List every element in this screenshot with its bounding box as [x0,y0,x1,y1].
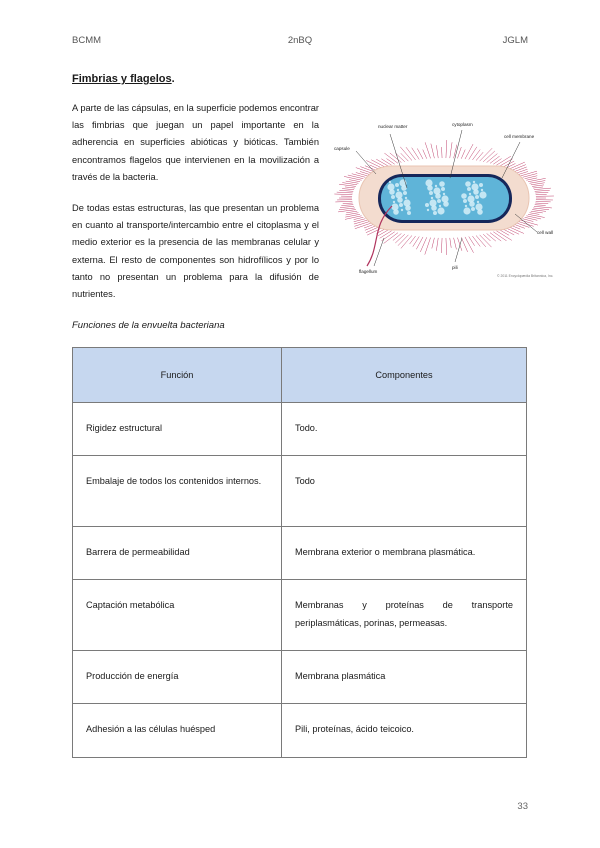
pilus [354,222,369,227]
nucleoid-fragment [467,187,471,191]
nucleoid-fragment [443,193,445,195]
pilus [533,208,549,210]
pilus [487,233,496,241]
pilus [334,194,352,195]
pilus [390,153,402,163]
pilus [528,214,545,217]
pilus [534,188,551,190]
nucleoid-fragment [393,201,395,203]
pilus [343,203,353,204]
pilus [352,174,366,178]
pilus [457,238,462,251]
pilus [344,176,362,180]
figure-credit: © 2011 Encyclopædia Britannica, Inc. [497,274,554,278]
page-number: 33 [517,801,528,812]
pilus [436,145,438,158]
nucleoid-fragment [477,201,479,203]
label-flagellum: flagellum [359,269,378,274]
header-componentes: Componentes [282,348,527,403]
nucleoid-fragment [431,197,433,199]
pilus [339,208,355,210]
cell-componentes: Membrana plasmática [282,651,527,704]
pilus [536,201,551,202]
pilus [465,144,473,159]
nucleoid-fragment [427,185,433,191]
label-capsule: capsule [334,146,350,151]
page-header [72,35,528,49]
pilus [346,211,357,213]
pilus [528,178,546,181]
nucleoid-fragment [439,181,445,187]
nucleoid-fragment [479,191,486,198]
nucleoid-fragment [407,211,411,215]
nucleoid-fragment [397,189,399,191]
pilus [349,180,360,182]
cell-componentes: Membrana exterior o membrana plasmática. [282,527,527,580]
pilus [532,210,546,212]
functions-table [72,347,527,758]
header-left: BCMM [72,35,102,46]
pilus [465,237,474,253]
pilus [483,151,495,162]
pilus [339,184,356,186]
bacterium-figure [332,116,560,280]
pilus [516,223,529,228]
pilus [342,183,357,185]
label-nuclear-matter: nuclear matter [378,124,408,129]
pilus [354,220,367,224]
section-title-period: . [171,73,175,85]
nucleoid-fragment [465,205,467,207]
pilus [406,147,416,160]
header-right: JGLM [502,35,528,46]
section-title [72,73,175,85]
cell-componentes: Pili, proteínas, ácido teicoico. [282,704,527,758]
table-row [73,527,527,580]
pilus [395,153,405,162]
pilus [450,238,451,248]
pilus [423,150,427,159]
pilus [337,192,353,193]
nucleoid-fragment [461,193,467,199]
pilus [516,169,527,173]
nucleoid-fragment [471,207,475,211]
pilus [442,147,443,158]
table-row [73,651,527,704]
pilus [436,238,438,251]
pilus [490,156,500,163]
nucleoid-fragment [405,205,411,211]
table-row [73,580,527,651]
cell-funcion: Embalaje de todos los contenidos internos. [73,456,282,527]
nucleoid-fragment [401,209,403,211]
nucleoid-fragment [463,199,467,203]
pilus [420,237,426,252]
pilus [348,175,364,179]
pilus [401,153,409,161]
nucleoid-fragment [405,197,407,199]
pilus [346,181,359,183]
nucleoid-fragment [431,205,437,211]
nucleoid-fragment [473,189,479,195]
pilus [354,217,364,219]
cell-funcion: Barrera de permeabilidad [73,527,282,580]
nucleoid-fragment [427,209,429,211]
label-cell-membrane: cell membrane [504,134,535,139]
nucleoid-fragment [435,185,437,187]
cell-funcion: Rigidez estructural [73,403,282,456]
pilus [345,187,355,188]
nucleoid-fragment [465,181,471,187]
nucleoid-fragment [391,195,395,199]
pilus [469,147,477,160]
pilus [500,159,513,166]
pilus [530,213,540,215]
table-caption: Funciones de la envuelta bacteriana [72,320,225,331]
pilus [376,159,388,166]
pilus [386,159,394,165]
nucleoid-fragment [389,189,395,195]
table-row [73,704,527,758]
pilus [534,206,552,208]
pilus [503,229,515,235]
nucleoid-fragment [441,187,445,191]
cell-componentes: Todo. [282,403,527,456]
nucleoid-fragment [437,199,441,203]
pilus [493,159,501,165]
pilus [446,140,447,158]
pilus [535,205,546,206]
pilus [450,142,452,158]
pilus [416,237,423,249]
nucleoid-fragment [439,205,441,207]
nucleoid-fragment [473,181,475,183]
nucleoid-fragment [393,209,399,215]
nucleoid-fragment [401,185,407,191]
nucleoid-fragment [397,197,403,203]
pilus [431,144,435,159]
pilus [454,238,457,250]
label-cell-wall: cell wall [537,230,554,235]
paragraph-estructuras: De todas estas estructuras, las que presentan un problema en cuanto al transporte/intercambio entre el citoplasma y el medio exterior es la presencia de las membranas celular y externa. El resto de componentes son hidrofílicos y por lo tanto no presentan un problema para la difusión de nutrientes. [72,203,319,300]
pilus [535,203,548,204]
pilus [472,150,480,160]
pilus [378,230,388,236]
pilus [398,235,408,246]
pilus [360,167,374,172]
cell-componentes: Membranas y proteínas de transporte periplasmáticas, porinas, permeasas. [282,580,527,651]
pilus [476,235,486,246]
nucleoid-fragment [433,211,437,215]
label-cytoplasm: cytoplasm [452,122,473,127]
nucleoid-fragment [477,209,483,215]
nucleoid-fragment [475,195,479,199]
pilus [500,230,510,235]
pilus [432,238,435,249]
nucleoid-fragment [469,193,471,195]
pilus [461,237,467,252]
pilus [340,206,354,207]
cell-componentes: Todo [282,456,527,527]
pilus [487,154,498,163]
pilus [335,201,352,202]
nucleoid-fragment [437,207,444,214]
pilus [341,205,353,206]
pilus [521,171,537,176]
pilus [441,238,442,253]
nucleoid-fragment [443,201,449,207]
pilus [345,216,362,220]
label-pili: pili [452,265,458,270]
nucleoid-fragment [481,189,483,191]
table-row [73,403,527,456]
nucleoid-fragment [479,183,483,187]
table-header-row [73,348,527,403]
pilus [461,150,465,159]
pilus [526,178,537,180]
pilus [511,165,526,171]
header-center: 2nBQ [287,35,313,46]
table-row [73,456,527,527]
cell-funcion: Captación metabólica [73,580,282,651]
pilus [531,211,543,213]
nucleoid-fragment [403,191,407,195]
pilus [425,142,430,158]
cell-funcion: Adhesión a las células huésped [73,704,282,758]
pilus [395,234,405,243]
pilus [457,147,461,158]
pilus [531,183,545,185]
pilus [490,233,501,241]
nucleoid-fragment [435,193,441,199]
nucleoid-fragment [469,201,475,207]
pilus [472,236,480,246]
bacterium-illustration [332,116,560,280]
nucleoid-fragment [389,181,391,183]
pilus [412,148,420,160]
pilus [514,167,527,172]
pilus [356,168,372,174]
paragraph-fimbrias: A parte de las cápsulas, en la superficie podemos encontrar las fimbrias que juegan un papel importante en la adherencia en superficies abióticas y bióticas. También encontramos flagelos que intervienen en la movilización a través de la bacteria. [72,103,319,182]
cell-funcion: Producción de energía [73,651,282,704]
pilus [503,161,515,167]
nucleoid-fragment [399,203,403,207]
pilus [446,238,447,255]
pilus [401,235,412,248]
pilus [532,185,544,187]
nucleoid-fragment [425,203,429,207]
header-funcion: Función [73,348,282,403]
section-title-text: Fimbrias y flagelos [72,73,172,85]
pilus [393,233,401,240]
pilus [523,173,538,177]
nucleoid-fragment [463,207,470,214]
pilus [518,222,533,227]
pilus [381,159,391,165]
nucleoid-fragment [395,183,399,187]
pilus [342,189,354,190]
pilus [339,190,353,191]
pilus [346,213,359,215]
nucleoid-fragment [429,191,433,195]
pilus [535,190,550,191]
pilus [380,231,392,238]
pilus [535,192,548,193]
pilus [413,237,419,247]
pilus [533,187,543,188]
